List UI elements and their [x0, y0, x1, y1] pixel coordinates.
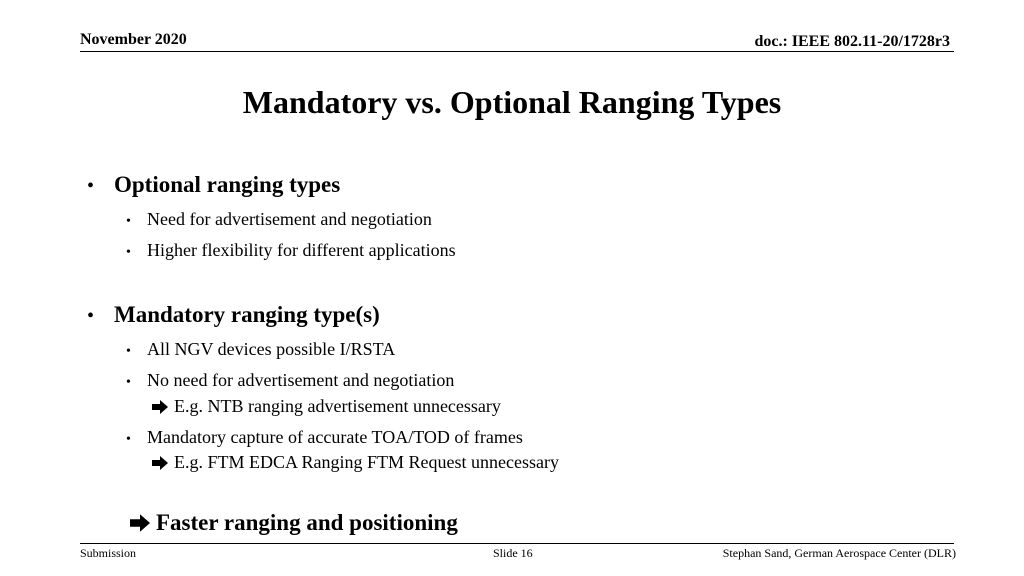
list-item [126, 339, 395, 360]
section-optional-heading [87, 172, 340, 198]
list-item [126, 209, 432, 230]
conclusion [130, 510, 458, 536]
list-item-text: No need for advertisement and negotiation [147, 370, 455, 390]
list-item-text: Higher flexibility for different applications [147, 240, 456, 260]
section-heading-text: Mandatory ranging type(s) [114, 302, 380, 327]
header-doc-id: doc.: IEEE 802.11-20/1728r3 [754, 33, 950, 50]
sub-note [152, 452, 559, 473]
list-item-text: Need for advertisement and negotiation [147, 209, 432, 229]
header-date: November 2020 [80, 31, 187, 48]
footer-slide-number: Slide 16 [493, 546, 533, 560]
header-divider [80, 51, 954, 52]
bullet-icon: • [126, 344, 131, 359]
list-item-text: Mandatory capture of accurate TOA/TOD of frames [147, 427, 523, 447]
sub-note-text: E.g. NTB ranging advertisement unnecessary [174, 396, 501, 416]
list-item [126, 370, 454, 391]
right-arrow-icon [152, 400, 168, 414]
right-arrow-icon [152, 456, 168, 470]
bullet-icon: • [126, 214, 131, 229]
slide-title: Mandatory vs. Optional Ranging Types [242, 84, 782, 120]
footer-submission: Submission [80, 546, 137, 560]
list-item-text: All NGV devices possible I/RSTA [147, 339, 396, 359]
list-item [126, 427, 523, 448]
bullet-icon: • [126, 375, 131, 390]
footer-divider [80, 543, 954, 544]
list-item [126, 240, 456, 261]
bullet-icon: • [87, 305, 95, 327]
section-heading-text: Optional ranging types [114, 172, 341, 197]
bullet-icon: • [87, 175, 95, 197]
section-mandatory-heading [87, 302, 380, 328]
right-arrow-icon [130, 514, 150, 532]
bullet-icon: • [126, 432, 131, 447]
conclusion-text: Faster ranging and positioning [156, 510, 458, 535]
sub-note [152, 396, 501, 417]
bullet-icon: • [126, 245, 131, 260]
sub-note-text: E.g. FTM EDCA Ranging FTM Request unnecessary [174, 452, 559, 472]
footer-author: Stephan Sand, German Aerospace Center (DLR) [722, 546, 956, 560]
